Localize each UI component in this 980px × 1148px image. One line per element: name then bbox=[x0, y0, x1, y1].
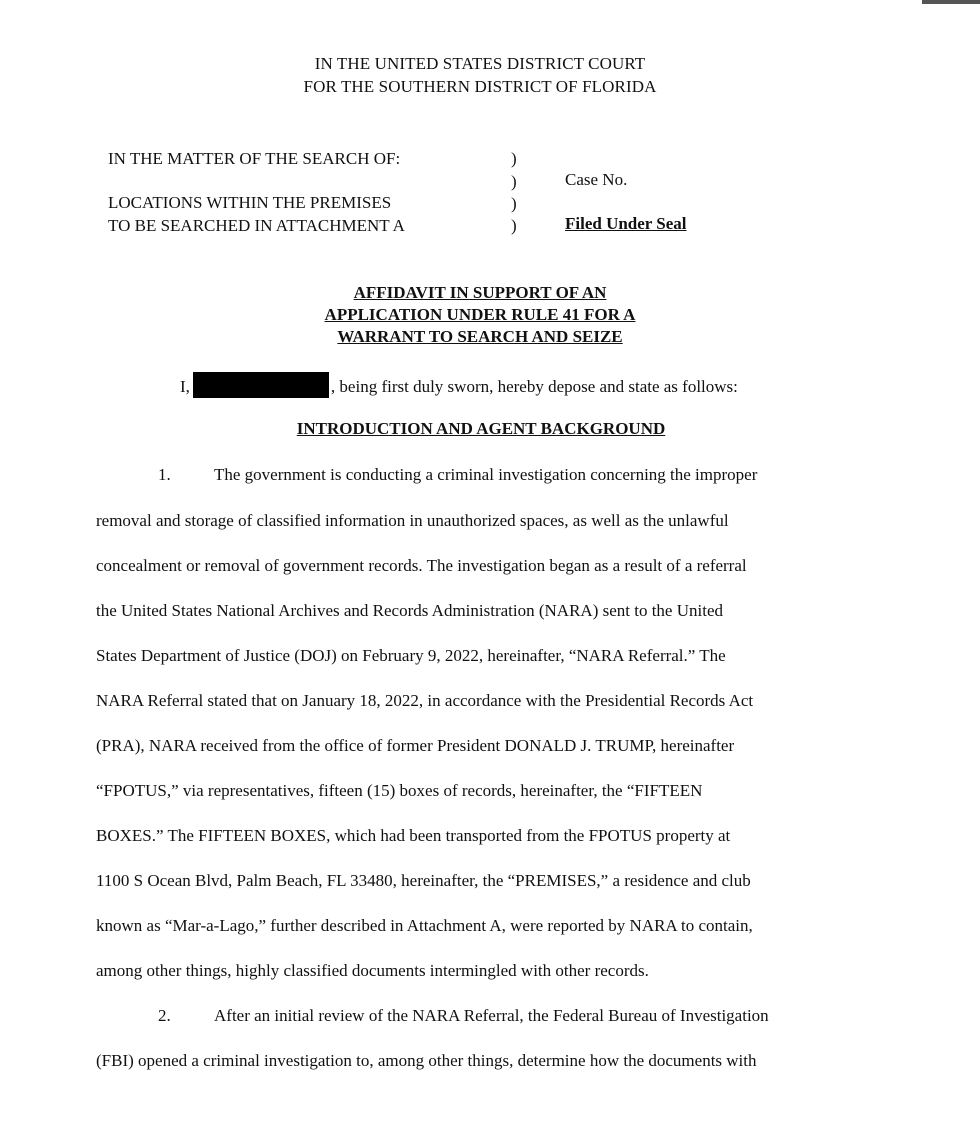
affidavit-title-line1: AFFIDAVIT IN SUPPORT OF AN bbox=[353, 283, 607, 302]
body-line: 1100 S Ocean Blvd, Palm Beach, FL 33480, hereinafter, the “PREMISES,” a residence and club bbox=[96, 871, 751, 890]
affidavit-title-line3: WARRANT TO SEARCH AND SEIZE bbox=[337, 327, 623, 346]
body-line: concealment or removal of government records. The investigation began as a result of a referral bbox=[96, 556, 747, 575]
body-line: States Department of Justice (DOJ) on February 9, 2022, hereinafter, “NARA Referral.” The bbox=[96, 646, 726, 665]
caption-paren: ) bbox=[511, 172, 517, 191]
paragraph-number: 2. bbox=[158, 1006, 171, 1025]
sworn-prefix: I, bbox=[180, 377, 190, 396]
body-line: “FPOTUS,” via representatives, fifteen (15) boxes of records, hereinafter, the “FIFTEEN bbox=[96, 781, 703, 800]
body-line: NARA Referral stated that on January 18, 2022, in accordance with the Presidential Records Act bbox=[96, 691, 754, 710]
affidavit-title bbox=[280, 282, 680, 348]
court-district: FOR THE SOUTHERN DISTRICT OF FLORIDA bbox=[303, 77, 657, 96]
caption-paren: ) bbox=[511, 216, 517, 235]
caption-matter: IN THE MATTER OF THE SEARCH OF: bbox=[108, 149, 401, 168]
body-line: among other things, highly classified documents intermingled with other records. bbox=[96, 961, 649, 980]
body-line: BOXES.” The FIFTEEN BOXES, which had been transported from the FPOTUS property at bbox=[96, 826, 731, 845]
body-line: (PRA), NARA received from the office of former President DONALD J. TRUMP, hereinafter bbox=[96, 736, 735, 755]
case-number-label: Case No. bbox=[565, 170, 628, 189]
court-name: IN THE UNITED STATES DISTRICT COURT bbox=[314, 54, 646, 73]
body-line: The government is conducting a criminal investigation concerning the improper bbox=[214, 465, 758, 484]
corner-mark bbox=[922, 0, 980, 4]
redaction-bar bbox=[193, 372, 329, 398]
caption-locations-line2: TO BE SEARCHED IN ATTACHMENT A bbox=[108, 216, 405, 235]
caption-paren: ) bbox=[511, 149, 517, 168]
court-header bbox=[0, 52, 960, 98]
affidavit-title-line2: APPLICATION UNDER RULE 41 FOR A bbox=[324, 305, 636, 324]
body-line: (FBI) opened a criminal investigation to, among other things, determine how the documents with bbox=[96, 1051, 757, 1070]
body-line: removal and storage of classified information in unauthorized spaces, as well as the unlawful bbox=[96, 511, 729, 530]
sworn-statement bbox=[180, 372, 738, 398]
body-line: the United States National Archives and Records Administration (NARA) sent to the United bbox=[96, 601, 723, 620]
filed-under-seal: Filed Under Seal bbox=[565, 214, 687, 233]
body-line: After an initial review of the NARA Referral, the Federal Bureau of Investigation bbox=[214, 1006, 769, 1025]
paragraph-number: 1. bbox=[158, 465, 171, 484]
caption-locations-line1: LOCATIONS WITHIN THE PREMISES bbox=[108, 193, 392, 212]
section-heading: INTRODUCTION AND AGENT BACKGROUND bbox=[296, 419, 666, 438]
body-line: known as “Mar-a-Lago,” further described in Attachment A, were reported by NARA to contain, bbox=[96, 916, 753, 935]
sworn-suffix: , being first duly sworn, hereby depose and state as follows: bbox=[330, 377, 738, 396]
caption-paren: ) bbox=[511, 194, 517, 213]
